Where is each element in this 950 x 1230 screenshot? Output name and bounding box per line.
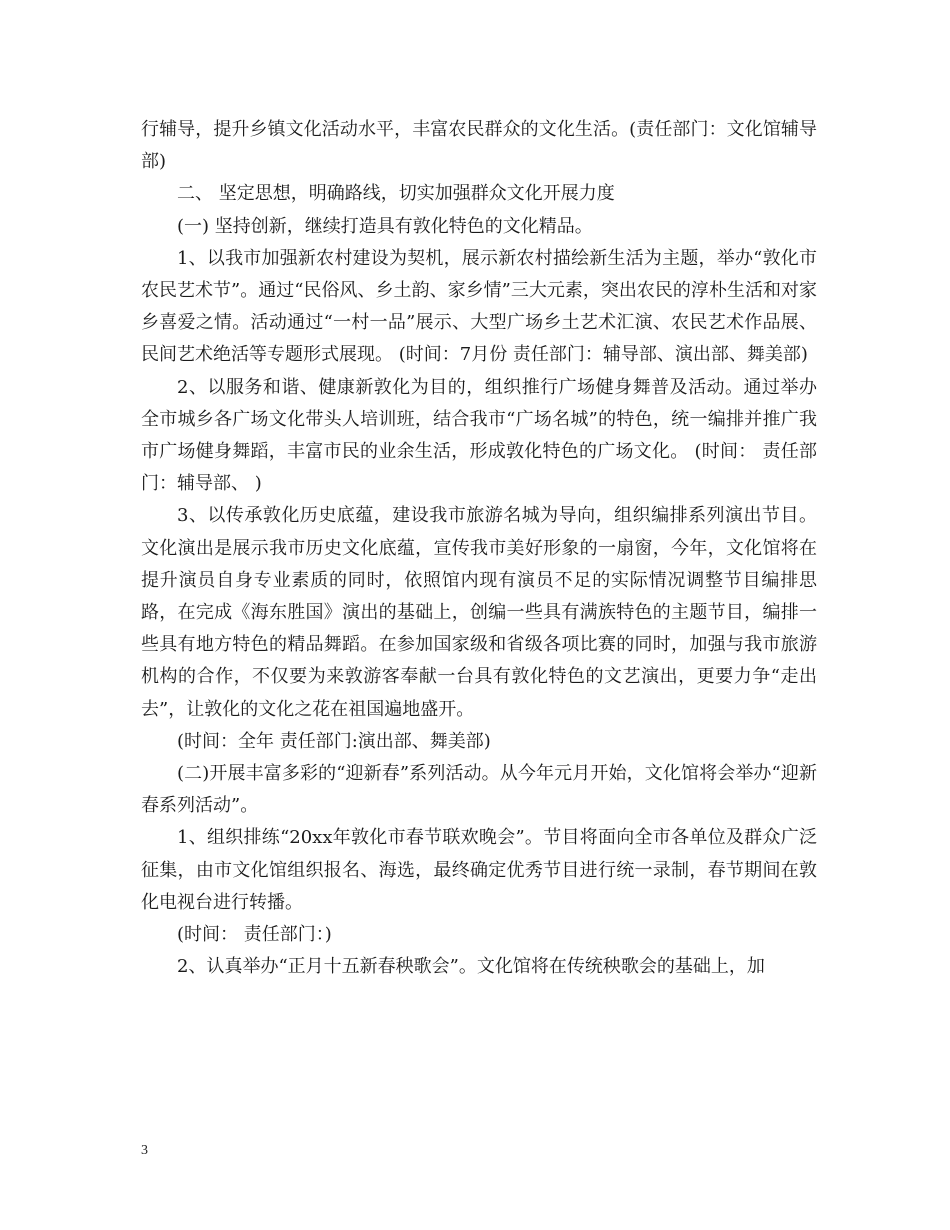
subsection-heading-2: (二)开展丰富多彩的“迎新春”系列活动。从今年元月开始，文化馆将会举办“迎新春系列活动”。 — [141, 763, 817, 817]
paragraph-item-2: 2、以服务和谐、健康新敦化为目的，组织推行广场健身舞普及活动。通过举办全市城乡各广场文化带头人培训班，结合我市“广场名城”的特色，统一编排并推广我市广场健身舞蹈，丰富市民的业余生活，形成敦化特色的广场文化。 (时间： 责任部门：辅导部、 ) — [141, 376, 817, 495]
paragraph-gala-item-2: 2、认真举办“正月十五新春秧歌会”。文化馆将在传统秧歌会的基础上，加 — [177, 956, 765, 978]
subsection-heading-1: (一) 坚持创新，继续打造具有敦化特色的文化精品。 — [177, 215, 593, 237]
paragraph-item-3: 3、以传承敦化历史底蕴，建设我市旅游名城为导向，组织编排系列演出节目。文化演出是展示我市历史文化底蕴，宣传我市美好形象的一扇窗，今年，文化馆将在提升演员自身专业素质的同时，依照馆内现有演员不足的实际情况调整节目编排思路，在完成《海东胜国》演出的基础上，创编一些具有满族特色的主题节目，编排一些具有地方特色的精品舞蹈。在参加国家级和省级各项比赛的同时，加强与我市旅游机构的合作，不仅要为来敦游客奉献一台具有敦化特色的文艺演出，更要力争“走出去”，让敦化的文化之花在祖国遍地盛开。 — [141, 505, 817, 720]
paragraph-item-1: 1、以我市加强新农村建设为契机，展示新农村描绘新生活为主题，举办“敦化市农民艺术节”。通过“民俗风、乡土韵、家乡情”三大元素，突出农民的淳朴生活和对家乡喜爱之情。活动通过“一村一品”展示、大型广场乡土艺术汇演、农民艺术作品展、民间艺术绝活等专题形式展现。 (时间：7月份 责任部门：辅导部、演出部、舞美部) — [141, 247, 817, 366]
paragraph-time-note: (时间：全年 责任部门:演出部、舞美部) — [177, 730, 491, 752]
paragraph-time-note-2: (时间： 责任部门：) — [177, 924, 332, 946]
paragraph-gala-item-1: 1、组织排练“20xx年敦化市春节联欢晚会”。节目将面向全市各单位及群众广泛征集，由市文化馆组织报名、海选，最终确定优秀节目进行统一录制，春节期间在敦化电视台进行转播。 — [141, 827, 817, 913]
document-body — [141, 114, 817, 983]
page-number: 3 — [141, 1143, 148, 1158]
paragraph-continuation: 行辅导，提升乡镇文化活动水平，丰富农民群众的文化生活。(责任部门：文化馆辅导部) — [141, 119, 817, 173]
section-heading-2: 二、 坚定思想，明确路线，切实加强群众文化开展力度 — [177, 183, 615, 205]
